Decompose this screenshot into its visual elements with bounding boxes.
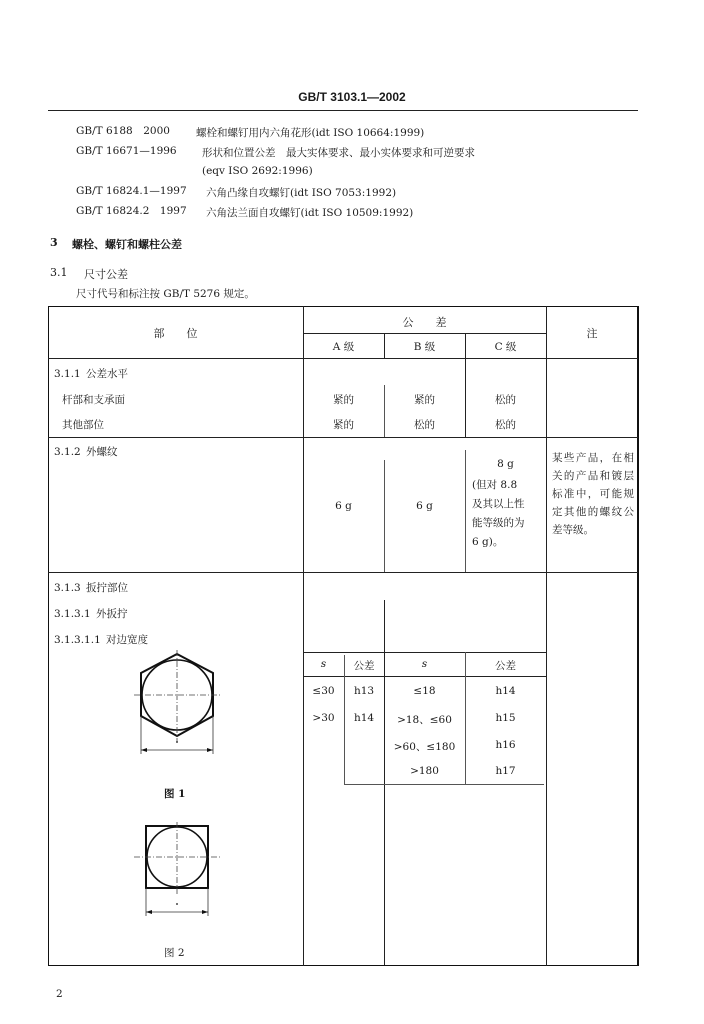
table-right-border xyxy=(637,306,639,966)
row-label-width-across-flats: 3.1.3.1.1 对边宽度 xyxy=(54,634,149,646)
subsection-title: 尺寸公差 xyxy=(84,268,128,281)
cell-grade-b: 6 g xyxy=(416,500,433,512)
subtable-s-value: ≤30 xyxy=(312,685,335,697)
header-grade-a: A 级 xyxy=(332,341,355,353)
row-rule xyxy=(48,572,638,573)
grade-c-line: 8 g xyxy=(497,458,514,470)
subtable-s-value: >30 xyxy=(312,712,335,724)
square-figure-icon xyxy=(130,820,230,920)
subtable-s-value: >60、≤180 xyxy=(393,741,456,753)
subtable-s-value: >180 xyxy=(410,765,439,777)
subsection-body: 尺寸代号和标注按 GB/T 5276 规定。 xyxy=(76,288,255,300)
cell-grade-c: 松的 xyxy=(495,394,516,406)
standard-code-header: GB/T 3103.1—2002 xyxy=(298,90,406,104)
cell-grade-a: 紧的 xyxy=(333,394,354,406)
subtable-header-tolerance: 公差 xyxy=(353,660,375,672)
grade-c-line: 6 g)。 xyxy=(472,536,504,548)
header-rule xyxy=(48,110,638,111)
section-title: 螺栓、螺钉和螺柱公差 xyxy=(72,238,182,251)
header-note: 注 xyxy=(586,327,598,340)
table-bottom-border xyxy=(48,965,638,966)
reference-code: GB/T 6188 2000 xyxy=(76,125,170,137)
row-label-shank: 杆部和支承面 xyxy=(62,394,125,406)
subtable-header-s: s xyxy=(320,658,327,670)
row-label-tolerance-level: 3.1.1 公差水平 xyxy=(54,368,128,380)
header-bottom-rule xyxy=(48,358,638,359)
grade-c-line: 及其以上性 xyxy=(472,498,525,510)
reference-continuation: (eqv ISO 2692:1996) xyxy=(202,165,313,177)
row-label-other-parts: 其他部位 xyxy=(62,419,104,431)
header-grade-c: C 级 xyxy=(494,341,517,353)
thread-note: 某些产品，在相关的产品和镀层标准中，可能规定其他的螺纹公差等级。 xyxy=(552,452,634,536)
subtable-top-rule xyxy=(303,652,546,653)
reference-title: 六角法兰面自攻螺钉(idt ISO 10509:1992) xyxy=(206,207,414,219)
hexagon-figure-icon xyxy=(130,650,230,760)
subtable-col-divider xyxy=(384,600,385,965)
subsection-number: 3.1 xyxy=(50,266,68,279)
cell-grade-c: 松的 xyxy=(495,419,516,431)
subtable-bottom-rule xyxy=(344,784,544,785)
figure-1-caption: 图 1 xyxy=(164,788,186,800)
cell-grade-b: 松的 xyxy=(414,419,435,431)
table-left-border xyxy=(48,306,49,966)
subtable-tol-value: h14 xyxy=(353,712,375,724)
reference-code: GB/T 16824.2 1997 xyxy=(76,205,187,217)
row-label-external-thread: 3.1.2 外螺纹 xyxy=(54,446,118,458)
header-part: 部 位 xyxy=(153,327,198,340)
row-label-wrenching: 3.1.3 扳拧部位 xyxy=(54,582,128,594)
subtable-header-s: s xyxy=(421,658,428,670)
subtable-tol-value: h16 xyxy=(495,739,516,751)
tolerance-subheader-rule xyxy=(303,333,546,334)
table-top-border xyxy=(48,306,638,307)
subtable-tol-value: h13 xyxy=(353,685,375,697)
header-grade-b: B 级 xyxy=(413,341,436,353)
cell-grade-a: 紧的 xyxy=(333,419,354,431)
reference-title: 形状和位置公差 最大实体要求、最小实体要求和可逆要求 xyxy=(202,147,475,159)
reference-code: GB/T 16824.1—1997 xyxy=(76,185,187,197)
col-divider-note xyxy=(546,306,547,966)
subtable-s-value: >18、≤60 xyxy=(397,714,452,726)
header-tolerance: 公 差 xyxy=(402,316,447,329)
row-label-external-wrenching: 3.1.3.1 外扳拧 xyxy=(54,608,128,620)
page-number: 2 xyxy=(56,988,63,1000)
subtable-header-rule xyxy=(303,676,546,677)
figure-2-caption: 图 2 xyxy=(164,947,185,959)
cell-grade-a: 6 g xyxy=(335,500,352,512)
section-number: 3 xyxy=(50,236,58,249)
subtable-header-tolerance: 公差 xyxy=(495,660,516,672)
reference-title: 螺栓和螺钉用内六角花形(idt ISO 10664:1999) xyxy=(196,127,425,139)
cell-grade-b: 紧的 xyxy=(414,394,435,406)
reference-code: GB/T 16671—1996 xyxy=(76,145,177,157)
subtable-tol-value: h15 xyxy=(495,712,516,724)
subtable-tol-value: h17 xyxy=(495,765,516,777)
grade-c-line: (但对 8.8 xyxy=(472,479,518,491)
subtable-s-value: ≤18 xyxy=(413,685,436,697)
col-divider-ab xyxy=(384,460,385,572)
reference-title: 六角凸缘自攻螺钉(idt ISO 7053:1992) xyxy=(206,187,397,199)
grade-c-line: 能等级的为 xyxy=(472,517,525,529)
subtable-tol-value: h14 xyxy=(495,685,516,697)
row-rule xyxy=(48,437,638,438)
